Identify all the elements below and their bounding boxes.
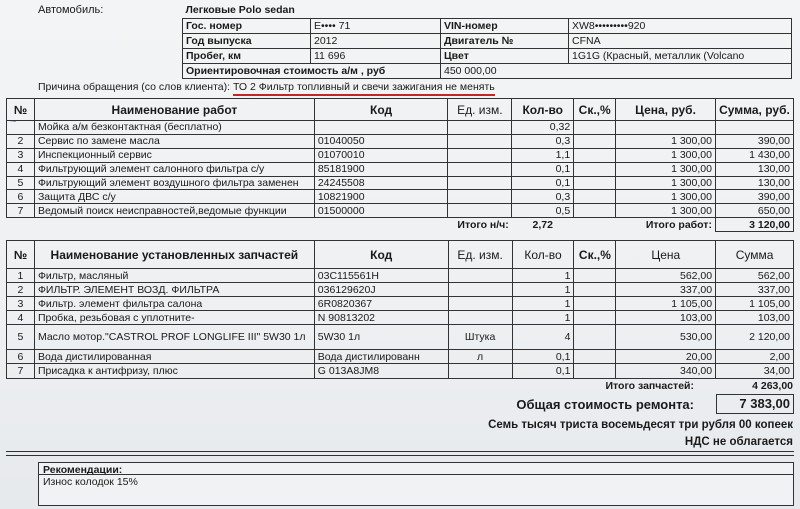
part-price: 103,00 bbox=[616, 311, 716, 325]
part-qty: 1 bbox=[512, 269, 574, 283]
engine-label: Двигатель № bbox=[441, 33, 569, 48]
part-name: Вода дистилированная bbox=[34, 350, 314, 364]
year-value: 2012 bbox=[311, 33, 441, 48]
part-sum: 562,00 bbox=[716, 269, 794, 283]
work-sum: 390,00 bbox=[715, 190, 793, 204]
work-sum bbox=[715, 121, 793, 135]
recommendations-title: Рекомендации: bbox=[43, 464, 123, 476]
part-sum: 2,00 bbox=[716, 350, 794, 364]
part-price: 562,00 bbox=[616, 269, 716, 283]
part-code: 03C115561H bbox=[314, 269, 448, 283]
part-discount bbox=[574, 269, 616, 283]
reason-label: Причина обращения (со слов клиента): bbox=[38, 81, 231, 93]
work-sum: 390,00 bbox=[715, 134, 793, 148]
table-row bbox=[7, 121, 794, 135]
table-row bbox=[7, 162, 794, 176]
work-name: Мойка а/м безконтактная (бесплатно) bbox=[34, 121, 314, 135]
work-unit bbox=[448, 134, 512, 148]
ink-stamp-mark: ~ bbox=[10, 116, 17, 128]
col-header: Код bbox=[314, 99, 447, 121]
recommendations-box bbox=[38, 462, 794, 506]
work-code: 01070010 bbox=[314, 148, 447, 162]
estimated-cost-value: 450 000,00 bbox=[441, 63, 792, 78]
estimated-cost-label: Ориентировочная стоимость а/м , руб bbox=[183, 63, 441, 78]
table-row bbox=[7, 176, 794, 190]
part-unit bbox=[448, 364, 512, 378]
work-unit bbox=[448, 121, 512, 135]
col-header: № bbox=[7, 241, 35, 269]
col-header: Цена bbox=[616, 241, 716, 269]
col-header: № bbox=[7, 99, 35, 121]
part-code: 036129620J bbox=[314, 283, 448, 297]
part-code: Вода дистилированн bbox=[314, 350, 448, 364]
part-price: 1 105,00 bbox=[616, 297, 716, 311]
row-number: 4 bbox=[7, 162, 35, 176]
work-price: 1 300,00 bbox=[616, 204, 716, 218]
total-hours-label: Итого н/ч: bbox=[457, 218, 509, 231]
part-sum: 103,00 bbox=[716, 311, 794, 325]
row-number: 5 bbox=[7, 176, 35, 190]
part-unit bbox=[448, 269, 512, 283]
table-row bbox=[7, 134, 794, 148]
part-sum: 34,00 bbox=[716, 364, 794, 378]
work-name: Защита ДВС с/у bbox=[34, 190, 314, 204]
parts-table bbox=[6, 240, 794, 379]
work-sum: 650,00 bbox=[715, 204, 793, 218]
works-total-label: Итого работ: bbox=[645, 218, 712, 231]
work-unit bbox=[448, 204, 512, 218]
work-discount bbox=[574, 176, 616, 190]
part-unit: Штука bbox=[448, 325, 512, 350]
part-code: G 013A8JM8 bbox=[314, 364, 448, 378]
work-price: 1 300,00 bbox=[616, 134, 716, 148]
part-sum: 2 120,00 bbox=[716, 325, 794, 350]
vin-value: XW8•••••••••920 bbox=[569, 18, 792, 33]
table-row bbox=[7, 364, 794, 378]
plate-value: E•••• 71 bbox=[311, 18, 441, 33]
work-code: 10821900 bbox=[314, 190, 447, 204]
part-code: N 90813202 bbox=[314, 311, 448, 325]
part-name: Фильтр. элемент фильтра салона bbox=[34, 297, 314, 311]
col-header: Сумма bbox=[716, 241, 794, 269]
car-row bbox=[183, 33, 792, 48]
work-sum: 130,00 bbox=[715, 162, 793, 176]
part-discount bbox=[574, 325, 616, 350]
row-number: 7 bbox=[7, 204, 35, 218]
works-header-row bbox=[7, 99, 794, 121]
divider bbox=[6, 451, 794, 452]
row-number: 3 bbox=[7, 148, 35, 162]
work-name: Фильтрующий элемент воздушного фильтра заменен bbox=[34, 176, 314, 190]
part-price: 20,00 bbox=[616, 350, 716, 364]
parts-header-row bbox=[7, 241, 794, 269]
row-number: 6 bbox=[7, 190, 35, 204]
part-price: 337,00 bbox=[616, 283, 716, 297]
car-model: Легковые Polo sedan bbox=[183, 3, 792, 18]
work-sum: 1 430,00 bbox=[715, 148, 793, 162]
work-price: 1 300,00 bbox=[616, 148, 716, 162]
vin-label: VIN-номер bbox=[441, 18, 569, 33]
work-discount bbox=[574, 121, 616, 135]
work-qty: 0,3 bbox=[512, 190, 574, 204]
part-name: Пробка, резьбовая с уплотните- bbox=[34, 311, 314, 325]
col-header: Наименование работ bbox=[34, 99, 314, 121]
work-discount bbox=[574, 162, 616, 176]
work-price: 1 300,00 bbox=[616, 176, 716, 190]
recommendations-text: Износ колодок 15% bbox=[39, 474, 793, 489]
parts-total-label: Итого запчастей: bbox=[605, 380, 694, 392]
divider bbox=[6, 455, 794, 456]
works-table bbox=[6, 98, 794, 232]
work-name: Фильтрующий элемент салонного фильтра с/у bbox=[34, 162, 314, 176]
row-number: 5 bbox=[7, 325, 35, 350]
work-discount bbox=[574, 204, 616, 218]
part-unit bbox=[448, 311, 512, 325]
part-qty: 1 bbox=[512, 283, 574, 297]
work-discount bbox=[574, 148, 616, 162]
work-discount bbox=[574, 190, 616, 204]
part-unit: л bbox=[448, 350, 512, 364]
work-name: Ведомый поиск неисправностей,ведомые функции bbox=[34, 204, 314, 218]
engine-value: CFNA bbox=[569, 33, 792, 48]
total-hours-value: 2,72 bbox=[532, 218, 553, 231]
part-qty: 4 bbox=[512, 325, 574, 350]
table-row bbox=[7, 269, 794, 283]
part-discount bbox=[574, 350, 616, 364]
table-row bbox=[7, 325, 794, 350]
work-code: 24245508 bbox=[314, 176, 447, 190]
work-unit bbox=[448, 176, 512, 190]
table-row bbox=[7, 350, 794, 364]
part-name: ФИЛЬТР. ЭЛЕМЕНТ ВОЗД. ФИЛЬТРА bbox=[34, 283, 314, 297]
col-header: Код bbox=[314, 241, 448, 269]
work-code: 01040050 bbox=[314, 134, 447, 148]
col-header: Ск.,% bbox=[574, 241, 616, 269]
car-row bbox=[183, 18, 792, 33]
car-row bbox=[183, 48, 792, 63]
work-code bbox=[314, 121, 447, 135]
part-name: Масло мотор."CASTROL PROF LONGLIFE III" 5W30 1л bbox=[34, 325, 314, 350]
part-qty: 0,1 bbox=[512, 350, 574, 364]
work-code: 85181900 bbox=[314, 162, 447, 176]
part-unit bbox=[448, 283, 512, 297]
works-totals-row bbox=[7, 218, 794, 232]
part-code: 5W30 1л bbox=[314, 325, 448, 350]
row-number: 6 bbox=[7, 350, 35, 364]
work-qty: 0,1 bbox=[512, 176, 574, 190]
work-name: Инспекционный сервис bbox=[34, 148, 314, 162]
work-qty: 0,1 bbox=[512, 162, 574, 176]
work-price: 1 300,00 bbox=[616, 190, 716, 204]
car-label: Автомобиль: bbox=[38, 4, 104, 16]
car-info-table bbox=[182, 3, 792, 79]
grand-total-label: Общая стоимость ремонта: bbox=[516, 397, 694, 412]
part-price: 340,00 bbox=[616, 364, 716, 378]
table-row bbox=[7, 311, 794, 325]
part-qty: 1 bbox=[512, 297, 574, 311]
table-row bbox=[7, 283, 794, 297]
part-unit bbox=[448, 297, 512, 311]
col-header: Ск.,% bbox=[574, 99, 616, 121]
work-unit bbox=[448, 190, 512, 204]
part-discount bbox=[574, 297, 616, 311]
work-unit bbox=[448, 162, 512, 176]
table-row bbox=[7, 297, 794, 311]
col-header: Кол-во bbox=[512, 99, 574, 121]
col-header: Кол-во bbox=[512, 241, 574, 269]
part-name: Фильтр, масляный bbox=[34, 269, 314, 283]
parts-total-value: 4 263,00 bbox=[752, 380, 793, 392]
work-price: 1 300,00 bbox=[616, 162, 716, 176]
works-total-value: 3 120,00 bbox=[715, 218, 793, 232]
work-discount bbox=[574, 134, 616, 148]
col-header: Ед. изм. bbox=[448, 99, 512, 121]
part-price: 530,00 bbox=[616, 325, 716, 350]
row-number: 1 bbox=[7, 269, 35, 283]
mileage-value: 11 696 bbox=[311, 48, 441, 63]
col-header: Сумма, руб. bbox=[715, 99, 793, 121]
row-number: 7 bbox=[7, 364, 35, 378]
work-price bbox=[616, 121, 716, 135]
part-discount bbox=[574, 283, 616, 297]
row-number bbox=[7, 121, 35, 135]
plate-label: Гос. номер bbox=[183, 18, 311, 33]
part-discount bbox=[574, 364, 616, 378]
year-label: Год выпуска bbox=[183, 33, 311, 48]
work-code: 01500000 bbox=[314, 204, 447, 218]
row-number: 4 bbox=[7, 311, 35, 325]
part-sum: 1 105,00 bbox=[716, 297, 794, 311]
color-label: Цвет bbox=[441, 48, 569, 63]
work-sum: 130,00 bbox=[715, 176, 793, 190]
work-qty: 0,5 bbox=[512, 204, 574, 218]
work-name: Сервис по замене масла bbox=[34, 134, 314, 148]
table-row bbox=[7, 148, 794, 162]
row-number: 2 bbox=[7, 134, 35, 148]
table-row bbox=[7, 190, 794, 204]
vat-note: НДС не облагается bbox=[684, 436, 793, 448]
color-value: 1G1G (Красный, металлик (Volcano bbox=[569, 48, 792, 63]
work-qty: 1,1 bbox=[512, 148, 574, 162]
customer-reason bbox=[38, 81, 495, 93]
col-header: Наименование установленных запчастей bbox=[34, 241, 314, 269]
part-qty: 1 bbox=[512, 311, 574, 325]
grand-total-value: 7 383,00 bbox=[716, 394, 794, 414]
col-header: Ед. изм. bbox=[448, 241, 512, 269]
work-qty: 0,32 bbox=[512, 121, 574, 135]
work-unit bbox=[448, 148, 512, 162]
work-qty: 0,3 bbox=[512, 134, 574, 148]
part-discount bbox=[574, 311, 616, 325]
part-qty: 0,1 bbox=[512, 364, 574, 378]
table-row bbox=[7, 204, 794, 218]
car-row bbox=[183, 63, 792, 78]
col-header: Цена, руб. bbox=[616, 99, 716, 121]
part-code: 6R0820367 bbox=[314, 297, 448, 311]
mileage-label: Пробег, км bbox=[183, 48, 311, 63]
row-number: 2 bbox=[7, 283, 35, 297]
part-sum: 337,00 bbox=[716, 283, 794, 297]
part-name: Присадка к антифризу, плюс bbox=[34, 364, 314, 378]
total-in-words: Семь тысяч триста восемьдесят три рубля 00 копеек bbox=[488, 419, 793, 431]
row-number: 3 bbox=[7, 297, 35, 311]
reason-value: ТО 2 Фильтр топливный и свечи зажигания не менять bbox=[233, 81, 495, 96]
